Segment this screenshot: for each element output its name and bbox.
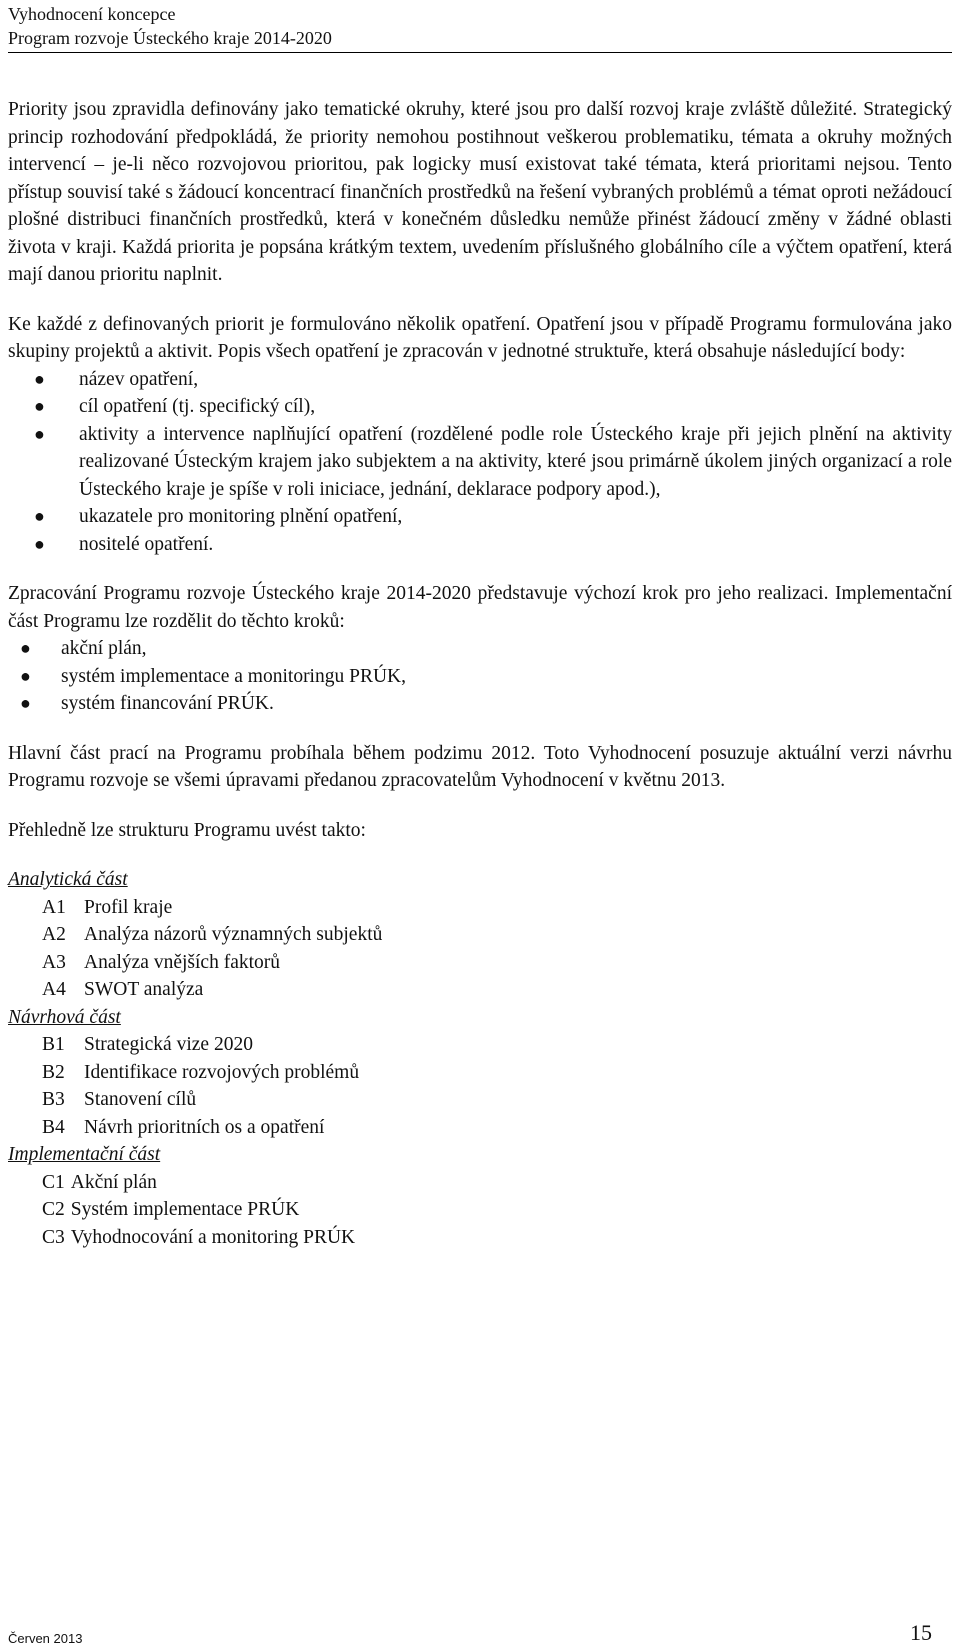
- item-code: A3: [42, 951, 66, 973]
- list-item: [8, 421, 952, 504]
- list-item-text: systém implementace a monitoringu PRÚK,: [61, 665, 406, 687]
- outline-item: [8, 1114, 952, 1142]
- item-text: Systém implementace PRÚK: [70, 1199, 300, 1220]
- page-header: [8, 2, 952, 50]
- item-code: B2: [42, 1061, 65, 1083]
- document-body: [8, 96, 952, 1251]
- item-code: C2: [42, 1199, 65, 1220]
- page-number: 15: [910, 1620, 932, 1645]
- paragraph-gap: [8, 718, 952, 740]
- paragraph-structure-intro: Přehledně lze strukturu Programu uvést takto:: [8, 819, 366, 841]
- bullet-icon: ●: [20, 638, 31, 658]
- item-text: SWOT analýza: [84, 979, 204, 1000]
- list-item: [8, 503, 952, 531]
- section-heading-implementation: Implementační část: [8, 1144, 161, 1165]
- list-item: [8, 366, 952, 394]
- outline-item: [8, 1169, 952, 1197]
- bullet-icon: ●: [34, 423, 45, 444]
- item-text: Akční plán: [70, 1171, 157, 1193]
- outline-item: [8, 976, 952, 1004]
- header-subtitle: Program rozvoje Ústeckého kraje 2014-2020: [8, 28, 332, 48]
- paragraph-gap: [8, 558, 952, 580]
- list-item-text: akční plán,: [61, 638, 147, 659]
- section-heading-proposal: Návrhová část: [8, 1006, 121, 1028]
- paragraph-gap: [8, 289, 952, 311]
- item-code: A1: [42, 896, 66, 918]
- paragraph-gap: [8, 844, 952, 866]
- item-code: B1: [42, 1034, 65, 1055]
- bullet-icon: ●: [34, 396, 45, 416]
- bullet-icon: ●: [34, 506, 45, 526]
- paragraph-implementation: Zpracování Programu rozvoje Ústeckého kraje 2014-2020 představuje výchozí krok pro jeho realizaci. Implementační část Programu lze rozdělit do těchto kroků:: [8, 583, 952, 632]
- paragraph-gap: [8, 795, 952, 817]
- list-item-text: systém financování PRÚK.: [61, 693, 274, 714]
- item-text: Analýza vnějších faktorů: [84, 951, 281, 973]
- paragraph-timeline: Hlavní část prací na Programu probíhala během podzimu 2012. Toto Vyhodnocení posuzuje aktuální verzi návrhu Programu rozvoje se všemi úpravami předanou zpracovatelům Vyhodnocení v květnu 2013.: [8, 742, 952, 791]
- item-text: Návrh prioritních os a opatření: [84, 1116, 325, 1138]
- outline-item: [8, 1224, 952, 1252]
- item-code: A2: [42, 924, 66, 945]
- paragraph-priorities: Priority jsou zpravidla definovány jako tematické okruhy, které jsou pro další rozvoj kraje zvláště důležité. Strategický princip rozhodování předpokládá, že priority nemohou postihnout veškerou problematiku, témata a okruhy možných intervencí – je-li něco rozvojovou prioritou, pak logicky musí existovat také témata, která prioritami nejsou. Tento přístup souvisí také s žádoucí koncentrací finančních prostředků na řešení vybraných problémů a témat oproti nežádoucí plošné distribuci finančních prostředků, která v konečném důsledku nemůže přinést žádoucí změny v žádné oblasti života v kraji. Každá priorita je popsána krátkým textem, uvedením příslušného globálního cíle a výčtem opatření, která mají danou prioritu naplnit.: [8, 99, 952, 285]
- item-code: C1: [42, 1171, 65, 1193]
- item-code: B4: [42, 1116, 65, 1138]
- list-item-text: cíl opatření (tj. specifický cíl),: [79, 396, 316, 417]
- list-item-text: název opatření,: [79, 368, 199, 390]
- measure-points-list: [8, 366, 952, 559]
- item-code: C3: [42, 1226, 65, 1248]
- list-item-text: nositelé opatření.: [79, 533, 214, 555]
- item-code: B3: [42, 1089, 65, 1110]
- item-text: Analýza názorů významných subjektů: [84, 924, 383, 945]
- list-item-text: aktivity a intervence naplňující opatření (rozdělené podle role Ústeckého kraje při jejich plnění na aktivity realizované Ústeckým krajem jako subjektem a na aktivity, které jsou primárně úkolem jiných organizací a role Ústeckého kraje je spíše v roli iniciace, jednání, deklarace podpory apod.),: [79, 423, 952, 500]
- item-text: Vyhodnocování a monitoring PRÚK: [70, 1226, 356, 1248]
- implementation-steps-list: [8, 635, 952, 718]
- header-divider: [8, 52, 952, 53]
- item-text: Profil kraje: [84, 896, 173, 918]
- outline-item: [8, 894, 952, 922]
- bullet-icon: ●: [34, 368, 45, 389]
- outline-item: [8, 1086, 952, 1114]
- header-title: Vyhodnocení koncepce: [8, 4, 176, 24]
- item-text: Strategická vize 2020: [84, 1034, 253, 1055]
- bullet-icon: ●: [20, 665, 31, 686]
- program-structure-outline: [8, 866, 952, 1251]
- item-text: Stanovení cílů: [84, 1089, 197, 1110]
- paragraph-measures: Ke každé z definovaných priorit je formulováno několik opatření. Opatření jsou v případě Programu formulována jako skupiny projektů a aktivit. Popis všech opatření je zpracován v jednotné struktuře, která obsahuje následující body:: [8, 313, 952, 362]
- bullet-icon: ●: [20, 693, 31, 713]
- list-item: [8, 393, 952, 421]
- outline-item: [8, 949, 952, 977]
- item-text: Identifikace rozvojových problémů: [84, 1061, 360, 1083]
- list-item-text: ukazatele pro monitoring plnění opatření,: [79, 506, 403, 527]
- outline-item: [8, 921, 952, 949]
- list-item: [8, 663, 952, 691]
- bullet-icon: ●: [34, 533, 45, 554]
- footer-date: Červen 2013: [8, 1631, 83, 1646]
- item-code: A4: [42, 979, 66, 1000]
- list-item: [8, 531, 952, 559]
- outline-item: [8, 1196, 952, 1224]
- outline-item: [8, 1059, 952, 1087]
- outline-item: [8, 1031, 952, 1059]
- list-item: [8, 690, 952, 718]
- section-heading-analytical: Analytická část: [8, 869, 128, 890]
- list-item: [8, 635, 952, 663]
